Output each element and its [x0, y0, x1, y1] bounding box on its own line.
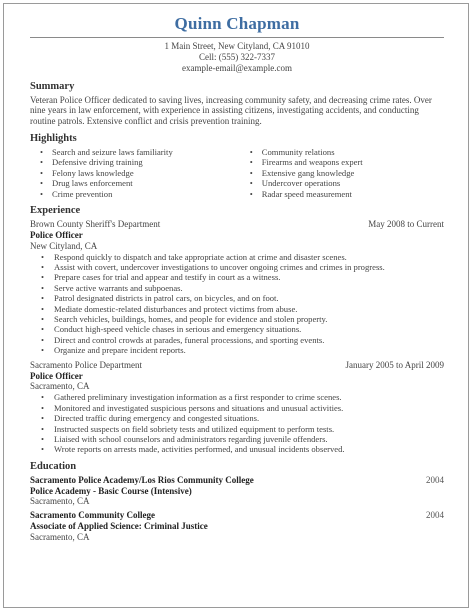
- duty-item: • Monitored and investigated suspicious persons and situations and unusual activities.: [54, 403, 444, 413]
- education-degree: Police Academy - Basic Course (Intensive): [30, 485, 192, 496]
- job-entry: [30, 360, 444, 455]
- job-header: [30, 360, 444, 371]
- highlight-item: • Felony laws knowledge: [52, 168, 240, 178]
- duty-item: • Mediate domestic-related disturbances and protect victims from abuse.: [54, 304, 444, 314]
- highlight-item: • Defensive driving training: [52, 157, 240, 167]
- education-location: Sacramento, CA: [30, 531, 90, 542]
- summary-text: Veteran Police Officer dedicated to saving lives, increasing community safety, and decreasing crime rates. Over nine years in law enforcement, with experience in assisting citizens, investigating accidents, and conducting routine patrols. Extensive conflict and crisis prevention training.: [30, 94, 432, 127]
- duty-item: • Assist with covert, undercover investigations to uncover ongoing crimes and crimes in progress.: [54, 262, 444, 272]
- job-employer: Brown County Sheriff's Department: [30, 219, 161, 230]
- highlight-item: • Community relations: [262, 147, 444, 157]
- duty-item: • Directed traffic during emergency and congested situations.: [54, 413, 444, 423]
- experience-heading: Experience: [30, 205, 81, 217]
- contact-cell: Cell: (555) 322-7337: [199, 52, 275, 63]
- header-divider: [30, 37, 444, 38]
- education-year: 2004: [426, 474, 444, 485]
- education-header: [30, 475, 444, 486]
- job-employer: Sacramento Police Department: [30, 359, 142, 370]
- duty-item: • Respond quickly to dispatch and take appropriate action at crime and disaster scenes.: [54, 252, 444, 262]
- duty-item: • Serve active warrants and subpoenas.: [54, 283, 444, 293]
- education-entry: [30, 510, 444, 542]
- education-degree: Associate of Applied Science: Criminal Justice: [30, 520, 208, 531]
- contact-block: [30, 41, 444, 75]
- highlights-right-column: [240, 147, 444, 199]
- summary-heading: Summary: [30, 80, 75, 92]
- job-duties: [30, 252, 444, 356]
- duty-item: • Liaised with school counselors and administrators regarding juvenile offenders.: [54, 434, 444, 444]
- duty-item: • Gathered preliminary investigation information as a first responder to crime scenes.: [54, 392, 444, 402]
- duty-item: • Direct and control crowds at parades, funeral processions, and sporting events.: [54, 335, 444, 345]
- candidate-name: Quinn Chapman: [174, 14, 300, 33]
- job-dates: January 2005 to April 2009: [345, 359, 444, 370]
- education-location: Sacramento, CA: [30, 496, 90, 507]
- duty-item: • Instructed suspects on field sobriety tests and utilized equipment to perform tests.: [54, 424, 444, 434]
- highlights-heading: Highlights: [30, 133, 77, 144]
- job-position: Police Officer: [30, 230, 83, 241]
- contact-email: example-email@example.com: [182, 63, 292, 74]
- education-school: Sacramento Community College: [30, 510, 155, 521]
- highlight-item: • Drug laws enforcement: [52, 178, 240, 188]
- duty-item: • Organize and prepare incident reports.: [54, 345, 444, 355]
- job-dates: May 2008 to Current: [368, 219, 444, 230]
- highlights-left-column: [30, 147, 240, 199]
- education-header: [30, 510, 444, 521]
- duty-item: • Patrol designated districts in patrol cars, on bicycles, and on foot.: [54, 293, 444, 303]
- duty-item: • Wrote reports on arrests made, activities performed, and unusual incidents observed.: [54, 444, 444, 454]
- duty-item: • Conduct high-speed vehicle chases in serious and emergency situations.: [54, 324, 444, 334]
- highlight-item: • Search and seizure laws familiarity: [52, 147, 240, 157]
- job-location: New Cityland, CA: [30, 240, 98, 251]
- education-school: Sacramento Police Academy/Los Rios Community College: [30, 474, 254, 485]
- highlight-item: • Radar speed measurement: [262, 189, 444, 199]
- job-header: [30, 219, 444, 230]
- education-year: 2004: [426, 510, 444, 521]
- job-location: Sacramento, CA: [30, 381, 90, 392]
- duty-item: • Search vehicles, buildings, homes, and people for evidence and stolen property.: [54, 314, 444, 324]
- job-position: Police Officer: [30, 370, 83, 381]
- education-entry: [30, 475, 444, 507]
- highlight-item: • Firearms and weapons expert: [262, 157, 444, 167]
- resume-page: [30, 14, 444, 543]
- highlight-item: • Crime prevention: [52, 189, 240, 199]
- contact-address: 1 Main Street, New Cityland, CA 91010: [164, 41, 310, 51]
- job-duties: [30, 392, 444, 454]
- highlight-item: • Extensive gang knowledge: [262, 168, 444, 178]
- education-heading: Education: [30, 460, 77, 472]
- job-entry: [30, 219, 444, 356]
- highlight-item: • Undercover operations: [262, 178, 444, 188]
- duty-item: • Prepare cases for trial and appear and testify in court as a witness.: [54, 272, 444, 282]
- highlights-list: [30, 147, 444, 199]
